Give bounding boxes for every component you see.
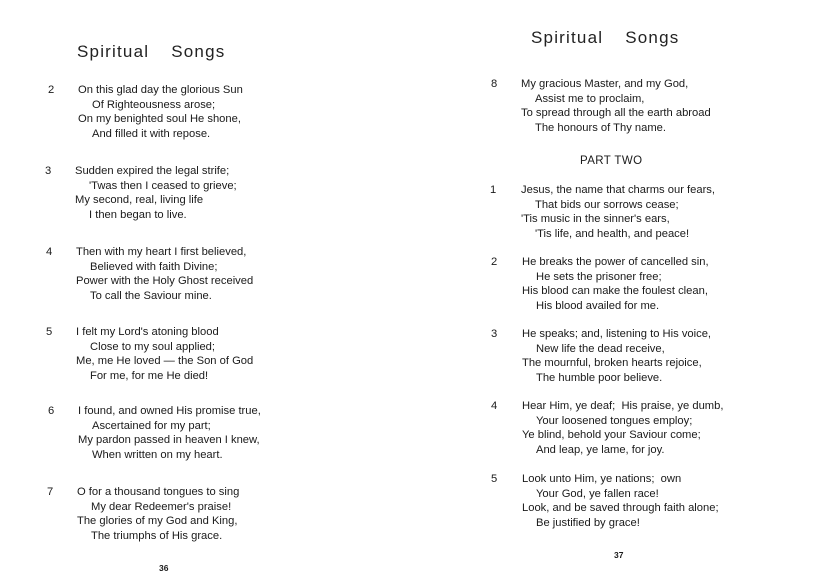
verse-line: Look, and be saved through faith alone;: [522, 502, 719, 515]
verse-line: To spread through all the earth abroad: [521, 107, 711, 120]
part-title: PART TWO: [580, 155, 643, 167]
right-page: [409, 0, 818, 583]
verse-line: He speaks; and, listening to His voice,: [522, 328, 712, 340]
header-word-spiritual: Spiritual: [531, 28, 604, 47]
verse-line: Ye blind, behold your Saviour come;: [522, 429, 701, 442]
verse-number: 3: [45, 165, 52, 177]
verse-line: Of Righteousness arose;: [92, 98, 216, 111]
part-two-verse-4: [491, 399, 723, 457]
verse-line: Jesus, the name that charms our fears,: [521, 184, 716, 196]
verse-number: 3: [491, 328, 498, 340]
verse-line: His blood availed for me.: [536, 299, 660, 312]
header-word-songs: Songs: [171, 42, 226, 61]
verse-number: 2: [491, 256, 498, 268]
verse-line: He sets the prisoner free;: [536, 270, 662, 283]
verse-number: 8: [491, 78, 498, 90]
verse-line: That bids our sorrows cease;: [535, 198, 679, 211]
verse-line: And leap, ye lame, for joy.: [536, 443, 665, 456]
verse-line: New life the dead receive,: [536, 342, 665, 355]
part-two-verse-2: [491, 255, 709, 313]
verse-line: Be justified by grace!: [536, 516, 640, 529]
verse-line: My dear Redeemer's praise!: [91, 500, 232, 513]
verse-6: [48, 404, 261, 462]
verse-number: 4: [491, 400, 498, 412]
verse-line: Hear Him, ye deaf; His praise, ye dumb,: [522, 400, 724, 412]
header-word-songs: Songs: [625, 28, 680, 47]
verse-number: 7: [47, 486, 54, 498]
verse-line: And filled it with repose.: [92, 127, 211, 140]
verse-line: On this glad day the glorious Sun: [78, 84, 243, 96]
page-number: 37: [614, 550, 624, 560]
verse-number: 5: [491, 473, 498, 485]
verse-5: [46, 325, 253, 383]
verse-line: The triumphs of His grace.: [91, 529, 223, 542]
verse-line: Me, me He loved — the Son of God: [76, 355, 254, 368]
verse-line: For me, for me He died!: [90, 369, 209, 382]
verse-7: [47, 485, 239, 543]
verse-line: 'Tis life, and health, and peace!: [535, 227, 690, 240]
verse-line: I felt my Lord's atoning blood: [76, 326, 219, 338]
verse-line: The honours of Thy name.: [535, 121, 667, 134]
verse-8: [491, 77, 711, 135]
verse-3: [45, 164, 237, 222]
verse-line: My second, real, living life: [75, 194, 204, 207]
verse-line: Ascertained for my part;: [92, 419, 211, 432]
verse-line: The glories of my God and King,: [77, 515, 238, 528]
verse-line: When written on my heart.: [92, 448, 223, 461]
header-word-spiritual: Spiritual: [77, 42, 150, 61]
verse-line: Sudden expired the legal strife;: [75, 165, 230, 177]
verse-number: 1: [490, 184, 497, 196]
verse-line: Then with my heart I first believed,: [76, 246, 247, 258]
verse-line: On my benighted soul He shone,: [78, 113, 241, 126]
verse-line: I found, and owned His promise true,: [78, 405, 261, 417]
verse-line: The humble poor believe.: [536, 371, 663, 384]
page-header: [531, 28, 679, 48]
page-header: [77, 42, 225, 62]
verse-line: His blood can make the foulest clean,: [522, 285, 708, 298]
verse-4: [46, 245, 253, 303]
verse-number: 5: [46, 326, 53, 338]
verse-line: Assist me to proclaim,: [535, 92, 645, 105]
verse-line: Look unto Him, ye nations; own: [522, 473, 682, 485]
verse-number: 2: [48, 84, 55, 96]
verse-line: O for a thousand tongues to sing: [77, 486, 240, 498]
verse-line: He breaks the power of cancelled sin,: [522, 256, 709, 268]
part-two-verse-5: [491, 472, 719, 530]
verse-line: To call the Saviour mine.: [90, 289, 212, 302]
part-two-verse-3: [491, 327, 711, 385]
verse-number: 4: [46, 246, 53, 258]
verse-line: Your loosened tongues employ;: [536, 414, 693, 427]
verse-line: 'Twas then I ceased to grieve;: [89, 179, 237, 192]
verse-line: Believed with faith Divine;: [90, 260, 218, 273]
verse-line: The mournful, broken hearts rejoice,: [522, 357, 702, 370]
verse-line: Power with the Holy Ghost received: [76, 275, 254, 288]
verse-line: My gracious Master, and my God,: [521, 78, 689, 90]
verse-line: Your God, ye fallen race!: [536, 487, 659, 500]
verse-2: [48, 83, 243, 141]
verse-line: My pardon passed in heaven I knew,: [78, 434, 260, 447]
verse-line: I then began to live.: [89, 208, 187, 221]
verse-line: 'Tis music in the sinner's ears,: [521, 213, 670, 226]
part-two-verse-1: [490, 183, 715, 241]
page-number: 36: [159, 563, 169, 573]
verse-number: 6: [48, 405, 55, 417]
verse-line: Close to my soul applied;: [90, 340, 215, 353]
